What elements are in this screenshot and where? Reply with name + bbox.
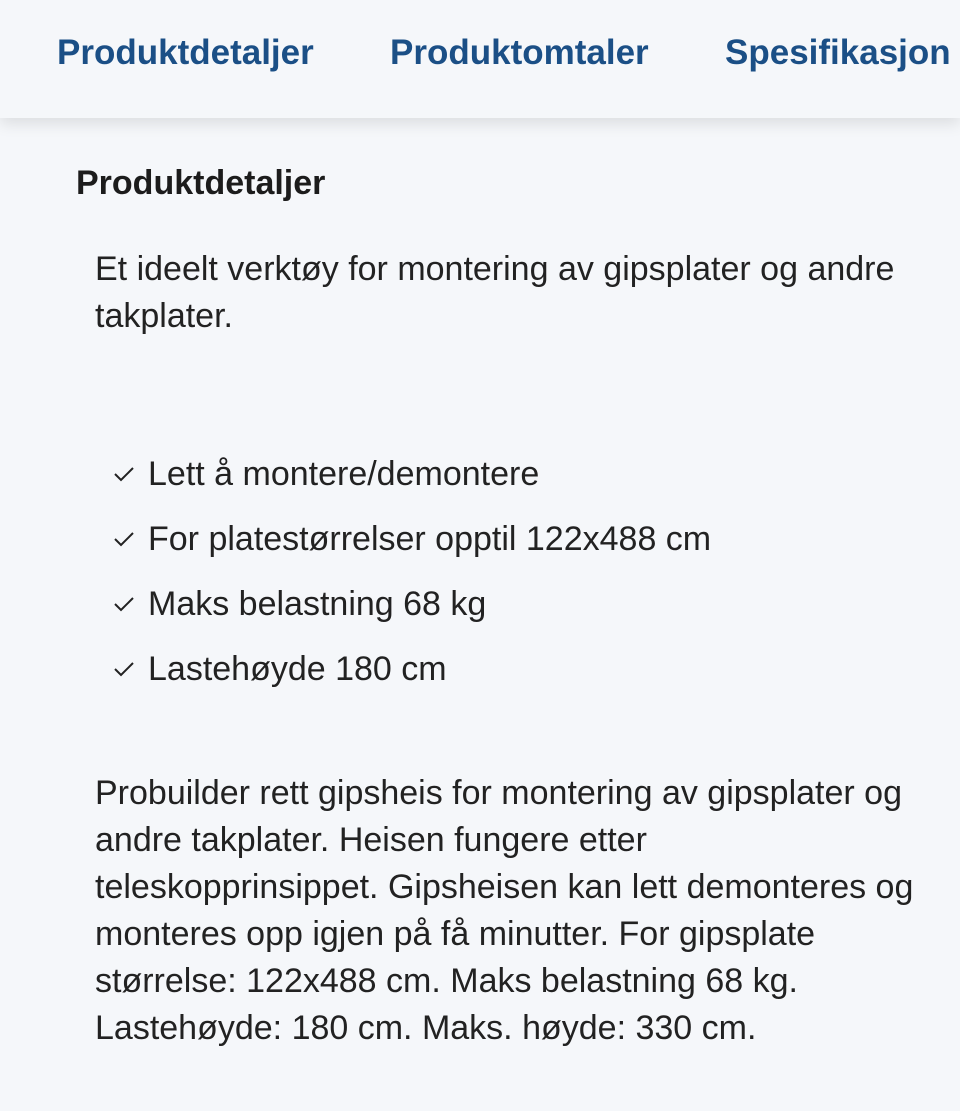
intro-text: Et ideelt verktøy for montering av gipsplater og andre takplater.: [95, 250, 895, 335]
feature-list: [112, 441, 711, 701]
feature-text: Maks belastning 68 kg: [148, 584, 487, 623]
feature-item: [112, 506, 711, 571]
section-title: Produktdetaljer: [76, 164, 326, 202]
tab-bar: [0, 0, 960, 118]
feature-text: For platestørrelser opptil 122x488 cm: [148, 519, 712, 558]
check-icon: [112, 592, 136, 616]
description-text: Probuilder rett gipsheis for montering av gipsplater og andre takplater. Heisen fungere etter teleskopprinsippet. Gipsheisen kan lett demonteres og monteres opp igjen på få minutter. For gipsplate størrelse: 122x488 cm. Maks belastning 68 kg. Lastehøyde: 180 cm. Maks. høyde: 330 cm.: [95, 774, 914, 1047]
tab-produktdetaljer[interactable]: Produktdetaljer: [57, 33, 314, 72]
tab-produktomtaler[interactable]: Produktomtaler: [390, 33, 649, 72]
tab-spesifikasjon[interactable]: Spesifikasjon: [725, 33, 951, 72]
product-details-section: [0, 118, 960, 1111]
feature-text: Lastehøyde 180 cm: [148, 649, 447, 688]
feature-item: [112, 636, 711, 701]
feature-item: [112, 441, 711, 506]
check-icon: [112, 657, 136, 681]
check-icon: [112, 527, 136, 551]
check-icon: [112, 462, 136, 486]
feature-text: Lett å montere/demontere: [148, 454, 540, 493]
feature-item: [112, 571, 711, 636]
